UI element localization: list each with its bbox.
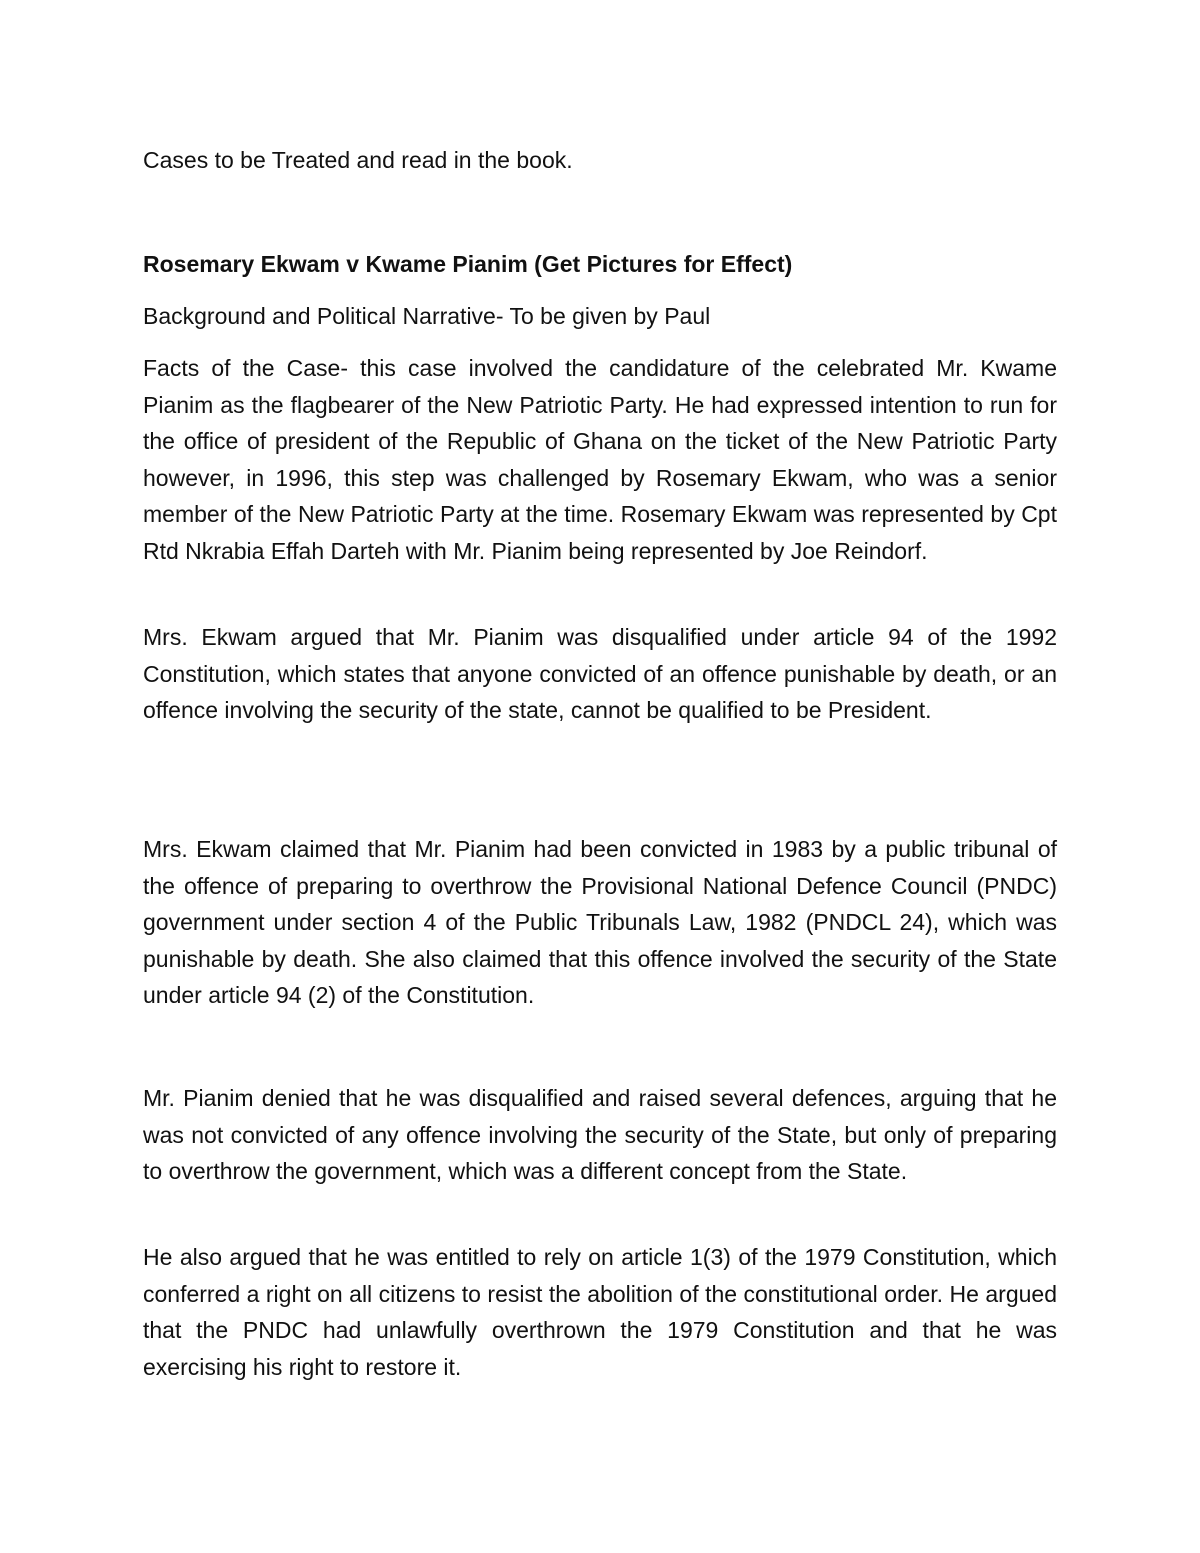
conviction-claim-paragraph: Mrs. Ekwam claimed that Mr. Pianim had been convicted in 1983 by a public tribunal of the offence of preparing to overthrow the Provisional National Defence Council (PNDC) government under section 4 of the Public Tribunals Law, 1982 (PNDCL 24), which was punishable by death. She also claimed that this offence involved the security of the State under article 94 (2) of the Constitution. <box>143 836 1057 1009</box>
intro-line: Cases to be Treated and read in the book. <box>143 147 573 173</box>
article-94-paragraph: Mrs. Ekwam argued that Mr. Pianim was disqualified under article 94 of the 1992 Constitution, which states that anyone convicted of an offence punishable by death, or an offence involving the security of the state, cannot be qualified to be President. <box>143 624 1057 724</box>
pianim-defence-paragraph: Mr. Pianim denied that he was disqualified and raised several defences, arguing that he was not convicted of any offence involving the security of the State, but only of preparing to overthrow the government, which was a different concept from the State. <box>143 1085 1057 1185</box>
case-heading: Rosemary Ekwam v Kwame Pianim (Get Pictures for Effect) <box>143 251 793 277</box>
background-line: Background and Political Narrative- To be given by Paul <box>143 303 711 329</box>
facts-paragraph: Facts of the Case- this case involved the candidature of the celebrated Mr. Kwame Pianim as the flagbearer of the New Patriotic Party. He had expressed intention to run for the office of president of the Republic of Ghana on the ticket of the New Patriotic Party however, in 1996, this step was challenged by Rosemary Ekwam, who was a senior member of the New Patriotic Party at the time. Rosemary Ekwam was represented by Cpt Rtd Nkrabia Effah Darteh with Mr. Pianim being represented by Joe Reindorf. <box>143 355 1057 564</box>
document-page <box>143 0 1057 1553</box>
article-1-3-paragraph: He also argued that he was entitled to rely on article 1(3) of the 1979 Constitution, which conferred a right on all citizens to resist the abolition of the constitutional order. He argued that the PNDC had unlawfully overthrown the 1979 Constitution and that he was exercising his right to restore it. <box>143 1244 1057 1380</box>
